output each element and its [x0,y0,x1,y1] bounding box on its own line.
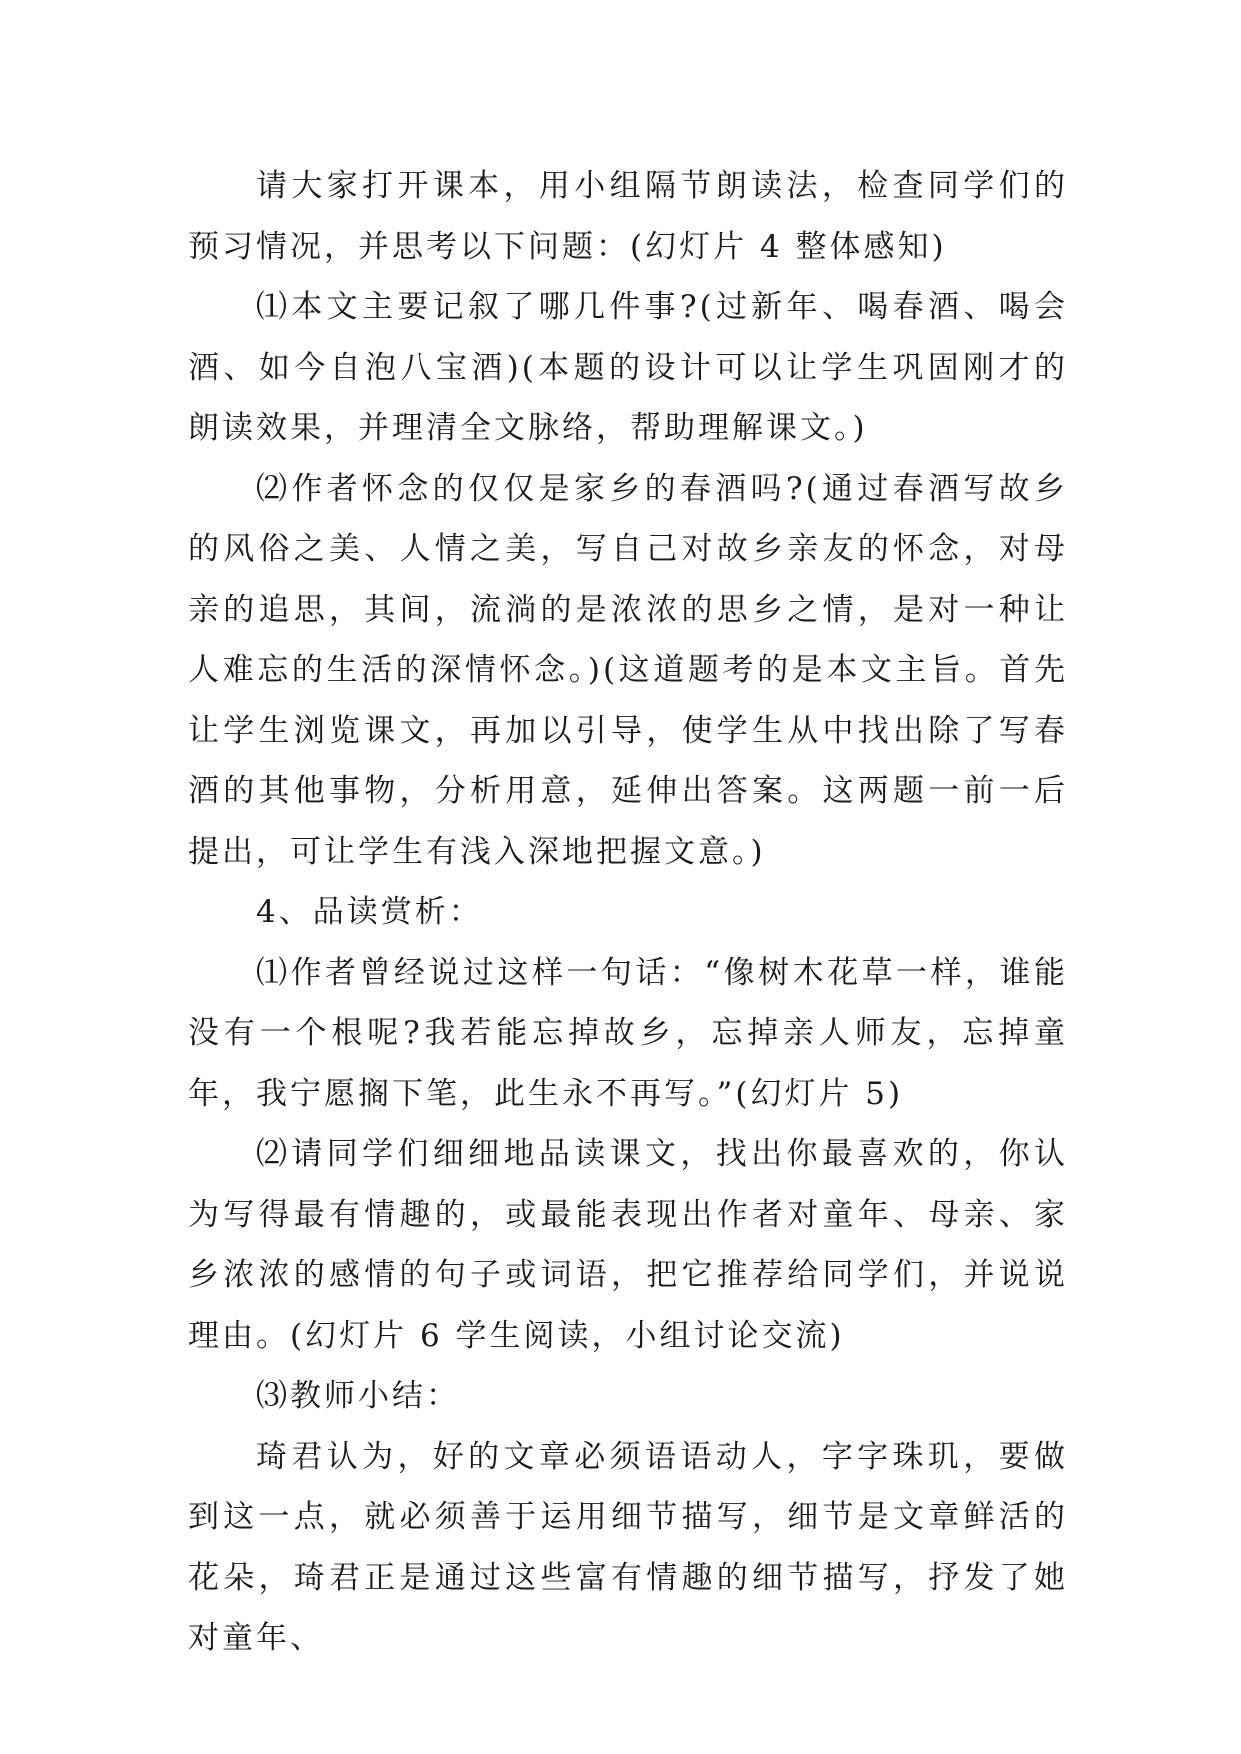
section-heading-appreciation: 4、品读赏析： [256,894,483,930]
paragraph-intro: 请大家打开课本，用小组隔节朗读法，检查同学们的预习情况，并思考以下问题：(幻灯片 4 整体感知) [188,168,1068,265]
document-body [188,156,1068,1669]
paragraph-quote: ⑴作者曾经说过这样一句话：“像树木花草一样，谁能没有一个根呢?我若能忘掉故乡，忘掉亲人师友，忘掉童年，我宁愿搁下笔，此生永不再写。”(幻灯片 5) [188,954,1068,1112]
paragraph-summary: 琦君认为，好的文章必须语语动人，字字珠玑，要做到这一点，就必须善于运用细节描写，细节是文章鲜活的花朵，琦君正是通过这些富有情趣的细节描写，抒发了她对童年、 [188,1438,1068,1656]
paragraph-question-1: ⑴本文主要记叙了哪几件事?(过新年、喝春酒、喝会酒、如今自泡八宝酒)(本题的设计可以让学生巩固刚才的朗读效果，并理清全文脉络，帮助理解课文。) [188,289,1068,446]
paragraph-reading-task: ⑵请同学们细细地品读课文，找出你最喜欢的，你认为写得最有情趣的，或最能表现出作者对童年、母亲、家乡浓浓的感情的句子或词语，把它推荐给同学们，并说说理由。(幻灯片 6 学生阅读，小组讨论交流) [188,1136,1068,1354]
paragraph-teacher-summary-label: ⑶教师小结： [256,1378,460,1414]
paragraph-question-2: ⑵作者怀念的仅仅是家乡的春酒吗?(通过春酒写故乡的风俗之美、人情之美，写自己对故乡亲友的怀念，对母亲的追思，其间，流淌的是浓浓的思乡之情，是对一种让人难忘的生活的深情怀念。)(这道题考的是本文主旨。首先让学生浏览课文，再加以引导，使学生从中找出除了写春酒的其他事物，分析用意，延伸出答案。这两题一前一后提出，可让学生有浅入深地把握文意。) [188,470,1068,870]
